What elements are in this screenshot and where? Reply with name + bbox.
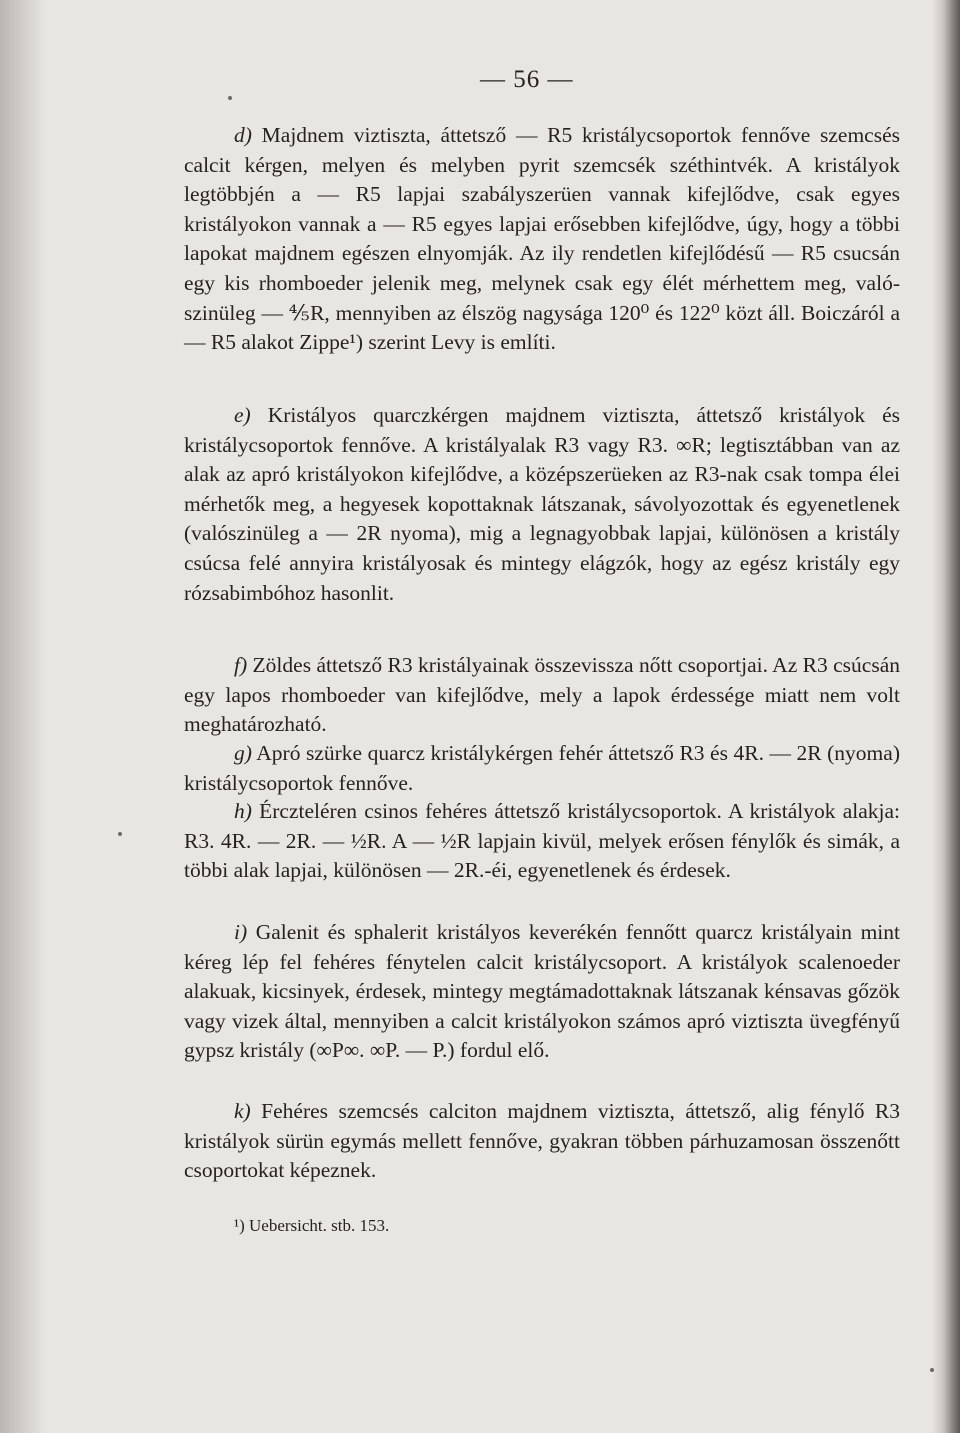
- paragraph-text-f: Zöldes áttetsző R3 kristályainak összevissza nőtt csoportjai. Az R3 csúcsán egy lapos rhomboeder van kifejlődve, mely a lapok érdessége miatt nem volt meghatározható.: [184, 653, 901, 737]
- item-label-k: k): [234, 1099, 251, 1123]
- paragraph-text-e: Kristályos quarczkérgen majdnem viztiszta, áttetsző kristályok és kristálycsoportok fennőve. A kristályalak R3 vagy R3. ∞R; legtisztábban van az alak az apró kristályokon kifejlődve, a középszerüeken az R3-nak csak tompa élei mérhetők meg, a hegyesek kopottaknak látszanak, sávolyozottak és egyenetlenek (valószinüleg a — 2R nyoma), mig a legnagyobbak lapjai, különösen a kristály csúcsa felé annyira kristályosak és mintegy elágzók, hogy az egész kristály egy rózsabimbóhoz hasonlit.: [184, 403, 900, 605]
- paragraph-text-k: Fehéres szemcsés calciton majdnem viztiszta, áttetsző, alig fénylő R3 kristályok sürün egymás mellett fennőve, gyakran többen párhuzamosan összenőtt csoportokat képeznek.: [184, 1099, 900, 1183]
- item-label-h: h): [234, 799, 252, 823]
- paragraph-text-h: Érczteléren csinos fehéres áttetsző kristálycsoportok. A kristályok alakja: R3. 4R. — 2R. — ½R. A — ½R lapjain kivül, melyek erősen fénylők és simák, a többi alak lapjai, különösen — 2R.-éi, egyenetlenek és érdesek.: [184, 799, 900, 883]
- paragraph-e: [184, 401, 900, 608]
- item-label-f: f): [234, 653, 248, 677]
- item-label-d: d): [234, 123, 252, 147]
- paragraph-text-i: Galenit és sphalerit kristályos keverékén fennőtt quarcz kristályain mint kéreg lép fel fehéres fénytelen calcit kristálycsoport. A kristályok scalenoeder alakuak, kicsinyek, érdesek, mintegy megtámadottaknak látszanak kénsavas gőzök vagy vizek által, mennyiben a calcit kristályokon számos apró viztiszta üvegfényű gypsz kristály (∞P∞. ∞P. — P.) fordul elő.: [184, 920, 900, 1063]
- paragraph-text-g: Apró szürke quarcz kristálykérgen fehér áttetsző R3 és 4R. — 2R (nyoma) kristálycsoportok fennőve.: [184, 741, 900, 795]
- paragraph-h: [184, 797, 900, 886]
- paragraph-i: [184, 918, 900, 1066]
- scan-speck: [228, 96, 232, 100]
- page-number: — 56 —: [480, 66, 574, 93]
- paragraph-text-d: Majdnem viztiszta, áttetsző — R5 kristálycsoportok fennőve szemcsés calcit kérgen, melyen és melyben pyrit szemcsék széthintvék. A kristályok legtöbbjén a — R5 lapjai szabályszerüen vannak kifejlődve, csak egyes kristályokon vannak a — R5 egyes lapjai erősebben kifejlődve, úgy, hogy a többi lapokat majdnem egészen elnyomják. Az ily rendetlen kifejlődésű — R5 csucsán egy kis rhomboeder jelenik meg, melynek csak egy élét mérhettem meg, valószinüleg — ⅘R, mennyiben az élszög nagysága 120⁰ és 122⁰ közt áll. Boiczáról a — R5 alakot Zippe¹) szerint Levy is említi.: [184, 123, 900, 355]
- paragraph-k: [184, 1097, 900, 1186]
- scan-speck: [118, 832, 122, 836]
- paragraph-d: [184, 121, 900, 358]
- footnote: ¹) Uebersicht. stb. 153.: [234, 1216, 390, 1235]
- page-edge-shadow: [932, 0, 960, 1433]
- item-label-e: e): [234, 403, 251, 427]
- item-label-g: g): [234, 741, 252, 765]
- scan-speck: [930, 1368, 934, 1372]
- binding-shadow: [0, 0, 46, 1433]
- paragraph-f: [184, 651, 900, 740]
- paragraph-g: [184, 739, 900, 798]
- item-label-i: i): [234, 920, 248, 944]
